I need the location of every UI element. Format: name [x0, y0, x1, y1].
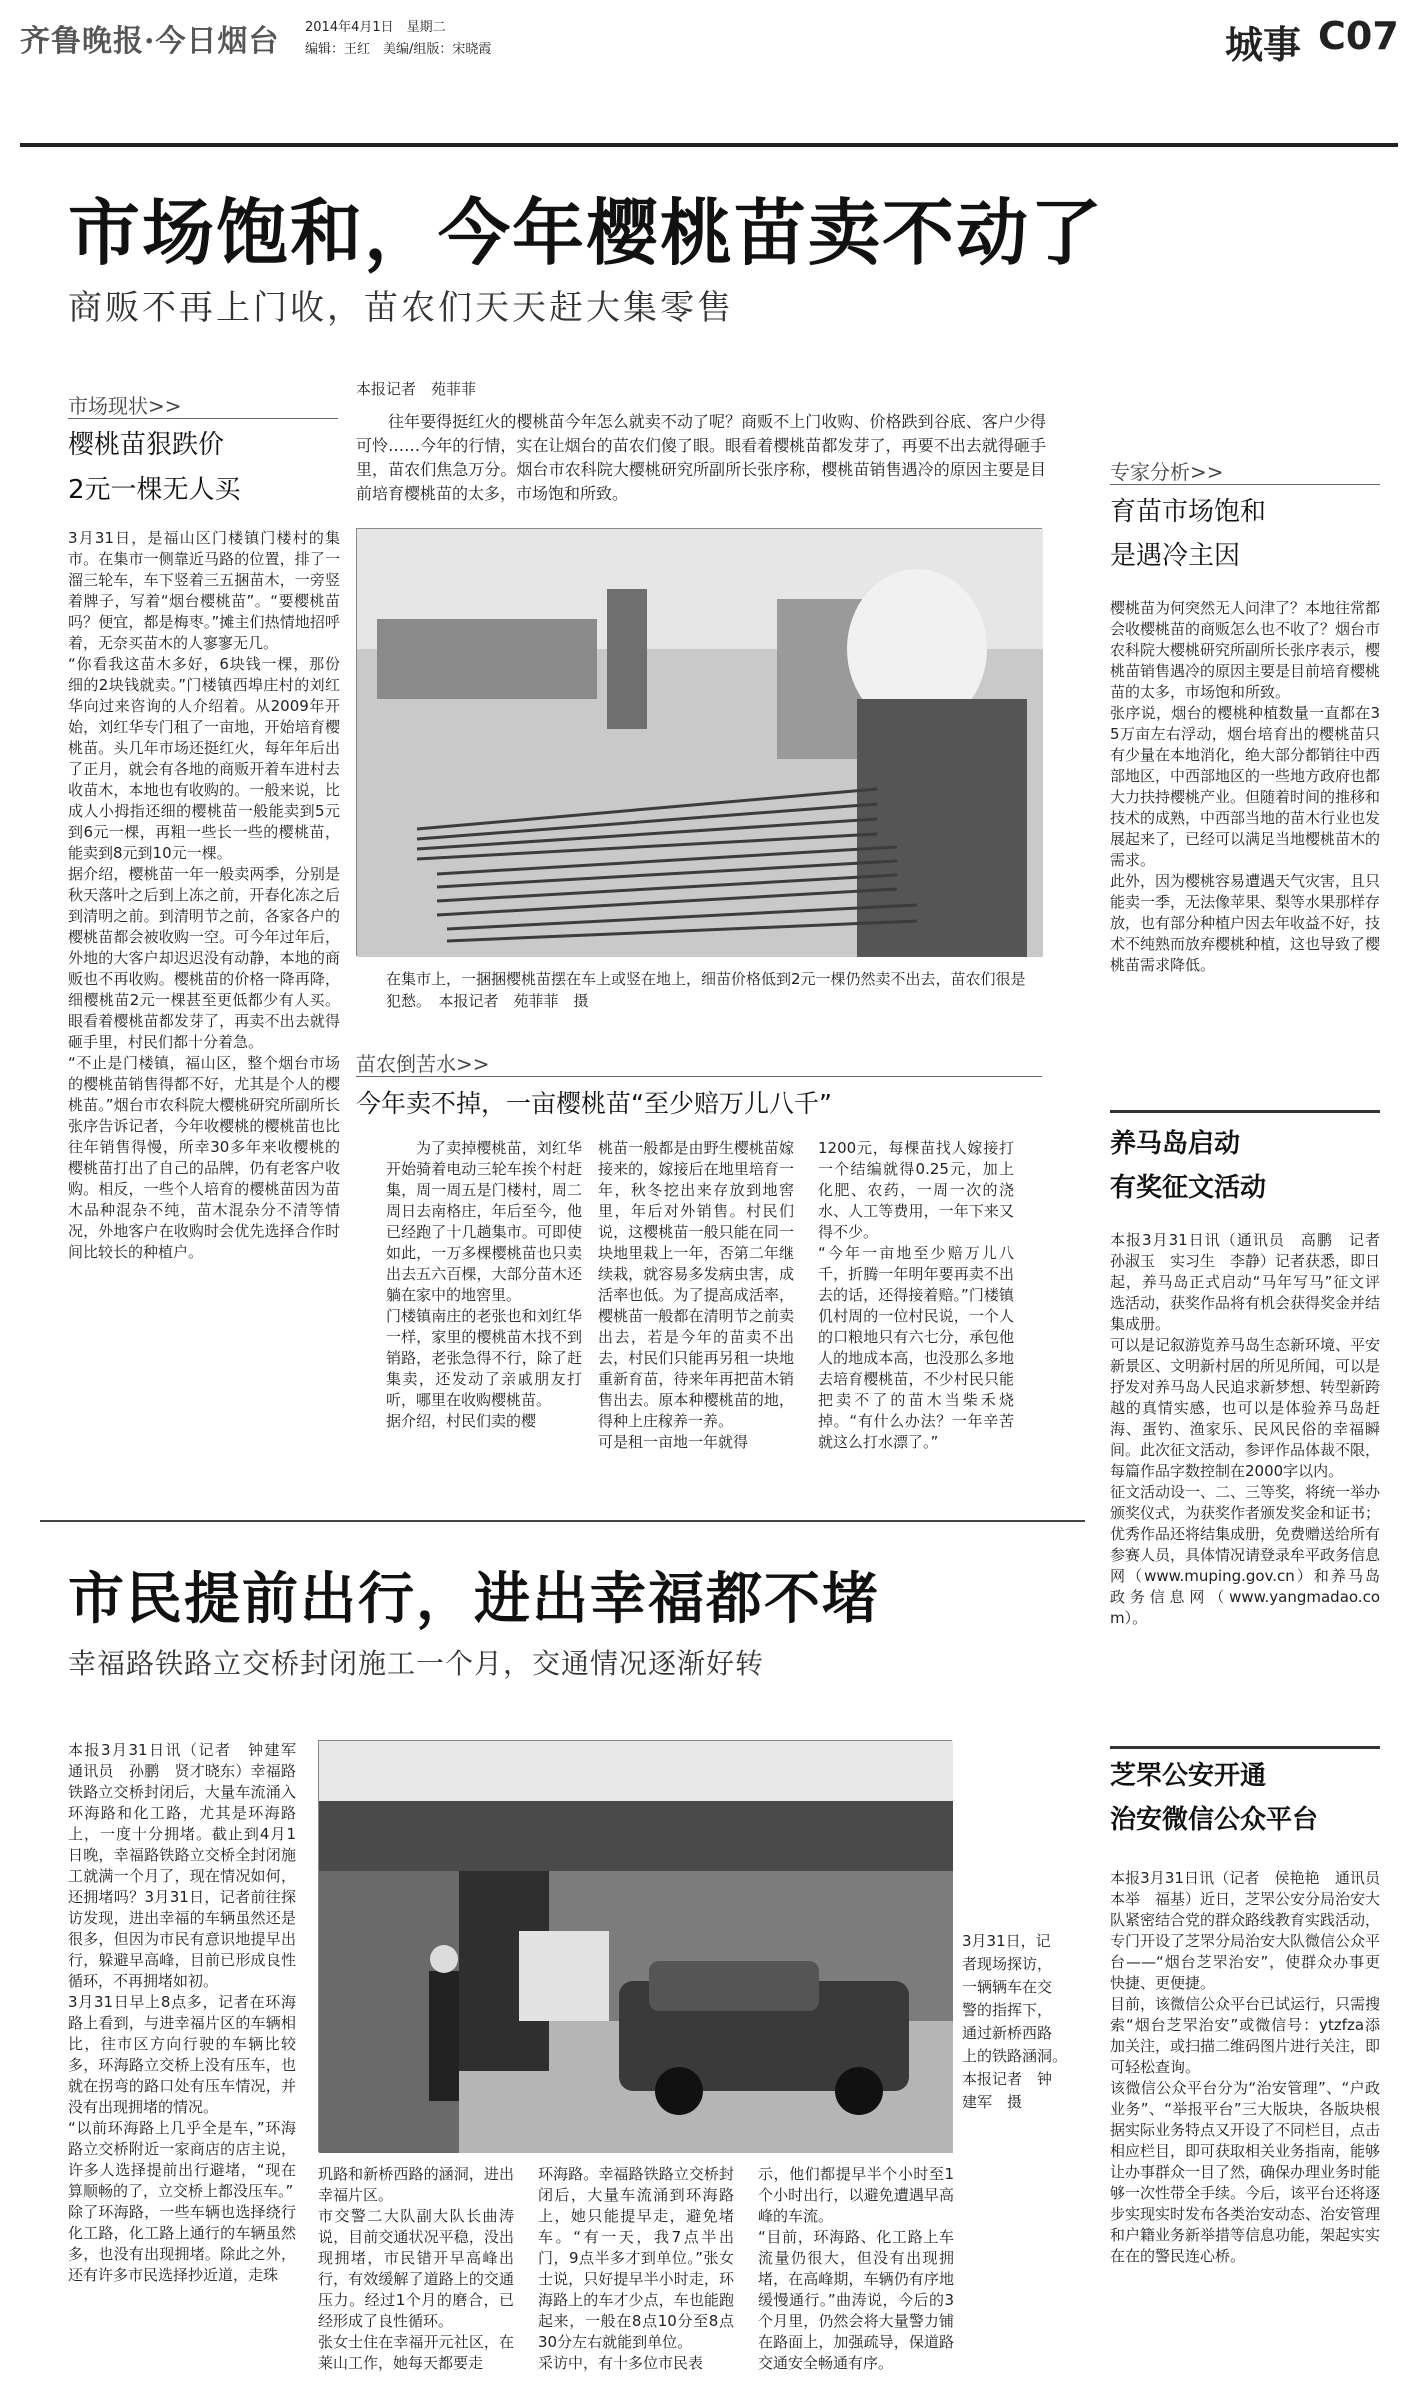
story1-byline: 本报记者 苑菲菲: [356, 380, 477, 398]
farmers-col2: 桃苗一般都是由野生樱桃苗嫁接来的，嫁接后在地里培育一年，秋冬挖出来存放到地窖里，年后对外销售。村民们说，这樱桃苗一般只能在同一块地里栽上一年，否第二年继续栽，就容易多发病虫害，成活率也低。为了提高成活率，樱桃苗一般都在清明节之前卖出去，若是今年的苗卖不出去，村民们只能再另租一块地重新育苗，待来年再把苗木销售出去。原本种樱桃苗的地，得种上庄稼养一养。 可是租一亩地一年就得: [598, 1139, 794, 1451]
expert-body: 樱桃苗为何突然无人问津了？本地往常都会收樱桃苗的商贩怎么也不收了？烟台市农科院大樱桃研究所副所长张序表示，樱桃苗销售遇冷的原因主要是目前培育樱桃苗的太多，市场饱和所致。 张序说，烟台的樱桃种植数量一直都在35万亩左右浮动，烟台培育出的樱桃苗只有少量在本地消化，绝大部分都销往中西部地区，中西部地区的一些地方政府也都大力扶持樱桃产业。但随着时间的推移和技术的成熟，中西部当地的苗木行业也发展起来了，已经可以满足当地樱桃苗木的需求。 此外，因为樱桃容易遭遇天气灾害，且只能卖一季，无法像苹果、梨等水果那样存放，也有部分种植户因去年收益不好，技术不纯熟而放弃樱桃种植，这也导致了樱桃苗需求降低。: [1110, 599, 1381, 974]
sidebar2-title-line1: 芝罘公安开通: [1110, 1761, 1267, 1791]
sidebar2-title-line2: 治安微信公众平台: [1110, 1805, 1319, 1835]
story2-top-rule: [40, 1520, 1085, 1522]
page-number: C07: [1318, 14, 1399, 58]
story2-headline: 市民提前出行，进出幸福都不堵: [68, 1567, 880, 1632]
story2-col2: 玑路和新桥西路的涵洞，进出幸福片区。 市交警二大队副大队长曲涛说，目前交通状况平稳，没出现拥堵，市民错开早高峰出行，有效缓解了道路上的交通压力。经过1个月的磨合，已经形成了良性循环。 张女士住在幸福开元社区，在莱山工作，她每天都要走: [318, 2165, 514, 2372]
farmers-title: 今年卖不掉，一亩樱桃苗“至少赔万儿八千”: [356, 1089, 832, 1118]
farmers-kicker: 苗农倒苦水>>: [356, 1052, 490, 1076]
section-name: 城事: [1225, 23, 1302, 67]
sidebar1-title-line2: 有奖征文活动: [1110, 1173, 1267, 1203]
expert-title-line2: 是遇冷主因: [1110, 541, 1241, 571]
traffic-photo-illustration: [319, 1741, 953, 2153]
traffic-photo: [318, 1740, 952, 2152]
issue-date: 2014年4月1日 星期二: [305, 20, 446, 35]
expert-kicker-rule: [1110, 484, 1380, 485]
farmers-col3: 1200元，每棵苗找人嫁接打一个结编就得0.25元，加上化肥、农药，一周一次的浇水、人工等费用，一年下来又得不少。 “今年一亩地至少赔万儿八千，折腾一年明年要再卖不出去的话，还得接着赔。”门楼镇仉村周的一位村民说，一个人的口粮地只有六七分，承包他人的地成本高，也没那么多地去培育樱桃苗，不少村民只能把卖不了的苗木当柴禾烧掉。“有什么办法？一年辛苦就这么打水漂了。”: [818, 1139, 1014, 1451]
expert-kicker: 专家分析>>: [1110, 460, 1224, 484]
cherry-seedling-photo: [356, 528, 1042, 956]
editor-credits: 编辑：王红 美编/组版：宋晓霞: [305, 42, 492, 57]
sidebar2-rule: [1110, 1746, 1380, 1749]
newspaper-brand: 齐鲁晚报·今日烟台: [20, 24, 280, 59]
story1-photo-caption: 在集市上，一捆捆樱桃苗摆在车上或竖在地上，细苗价格低到2元一棵仍然卖不出去，苗农们很是犯愁。 本报记者 苑菲菲 摄: [386, 970, 1026, 1010]
sidebar1-title-line1: 养马岛启动: [1110, 1129, 1241, 1159]
header-rule: [20, 143, 1398, 147]
masthead: [20, 14, 1400, 70]
sidebar1-body: 本报3月31日讯（通讯员 高鹏 记者 孙淑玉 实习生 李静）记者获悉，即日起，养马岛正式启动“马年写马”征文评选活动，获奖作品将有机会获得奖金并结集成册。 可以是记叙游览养马岛生态新环境、平安新景区、文明新村居的所见所闻，可以是抒发对养马岛人民追求新梦想、转型新跨越的真情实感，也可以是体验养马岛赶海、蛋钓、渔家乐、民风民俗的幸福瞬间。此次征文活动，参评作品体裁不限，每篇作品字数控制在2000字以内。 征文活动设一、二、三等奖，将统一举办颁奖仪式，为获奖作者颁发奖金和证书；优秀作品还将结集成册，免费赠送给所有参赛人员，具体情况请登录牟平政务信息网（www.muping.gov.cn）和养马岛政务信息网（www.yangmadao.com）。: [1110, 1231, 1381, 1627]
story1-headline: 市场饱和，今年樱桃苗卖不动了: [68, 191, 1105, 275]
farmers-col1: 为了卖掉樱桃苗，刘红华开始骑着电动三轮车挨个村赶集，周一周五是门楼村，周二周日去南格庄，年后至今，他已经跑了十几趟集市。可即使如此，一万多棵樱桃苗也只卖出去五六百棵，大部分苗木还躺在家中的地窖里。 门楼镇南庄的老张也和刘红华一样，家里的樱桃苗木找不到销路，老张急得不行，除了赶集卖，还发动了亲戚朋友打听，哪里在收购樱桃苗。 据介绍，村民们卖的樱: [386, 1139, 582, 1430]
market-kicker-rule: [68, 418, 338, 419]
market-title-line2: 2元一棵无人买: [68, 475, 241, 505]
market-title-line1: 樱桃苗狠跌价: [68, 430, 225, 460]
story2-col4: 示，他们都提早半个小时至1个小时出行，以避免遭遇早高峰的车流。 “目前，环海路、化工路上车流量仍很大，但没有出现拥堵，在高峰期，车辆仍有序地缓慢通行。”曲涛说，今后的3个月里，仍然会将大量警力铺在路面上，加强疏导，保道路交通安全畅通有序。: [758, 2165, 954, 2372]
story2-col3: 环海路。幸福路铁路立交桥封闭后，大量车流涌到环海路上，她只能提早走，避免堵车。“有一天，我7点半出门，9点半多才到单位。”张女士说，只好提早半小时走，环海路上的车才少点，车也能跑起来，一般在8点10分至8点30分左右就能到单位。 采访中，有十多位市民表: [538, 2165, 734, 2372]
sidebar1-rule: [1110, 1110, 1380, 1113]
sidebar2-body: 本报3月31日讯（记者 侯艳艳 通讯员 本举 福基）近日，芝罘公安分局治安大队紧密结合党的群众路线教育实践活动，专门开设了芝罘分局治安大队微信公众平台——“烟台芝罘治安”，使群众办事更快捷、更便捷。 目前，该微信公众平台已试运行，只需搜索“烟台芝罘治安”或微信号：ytzfza添加关注，或扫描二维码图片进行关注，即可轻松查询。 该微信公众平台分为“治安管理”、“户政业务”、“举报平台”三大版块，各版块根据实际业务特点又开设了不同栏目，点击相应栏目，即可获取相关业务指南，能够让办事群众一目了然，确保办理业务时能够一次性带全手续。今后，该平台还将逐步实现实时发布各类治安动态、治安管理和户籍业务新举措等信息功能，架起实实在在的警民连心桥。: [1110, 1869, 1381, 2265]
story2-col1: 本报3月31日讯（记者 钟建军 通讯员 孙鹏 贤才晓东）幸福路铁路立交桥封闭后，大量车流涌入环海路和化工路，尤其是环海路上，一度十分拥堵。截止到4月1日晚，幸福路铁路立交桥全封闭施工就满一个月了，现在情况如何，还拥堵吗？3月31日，记者前往探访发现，进出幸福的车辆虽然还是很多，但因为市民有意识地提早出行，躲避早高峰，目前已形成良性循环，不再拥堵如初。 3月31日早上8点多，记者在环海路上看到，与进幸福片区的车辆相比，往市区方向行驶的车辆比较多，环海路立交桥上没有压车，也就在拐弯的路口处有压车情况，并没有出现拥堵的情况。 “以前环海路上几乎全是车，”环海路立交桥附近一家商店的店主说，许多人选择提前出行避堵，“现在算顺畅的了，立交桥上都没压车。” 除了环海路，一些车辆也选择绕行化工路，化工路上通行的车辆虽然多，也没有出现拥堵。除此之外，还有许多市民选择抄近道，走珠: [68, 1741, 296, 2284]
farmers-kicker-rule: [356, 1076, 1042, 1077]
market-body: 3月31日，是福山区门楼镇门楼村的集市。在集市一侧靠近马路的位置，排了一溜三轮车，车下竖着三五捆苗木，一旁竖着牌子，写着“烟台樱桃苗”。“要樱桃苗吗？便宜，都是梅枣。”摊主们热情地招呼着，无奈买苗木的人寥寥无几。 “你看我这苗木多好，6块钱一棵，那份细的2块钱就卖。”门楼镇西埠庄村的刘红华向过来咨询的人介绍着。从2009年开始，刘红华专门租了一亩地，开始培育樱桃苗。头几年市场还挺红火，每年年后出了正月，就会有各地的商贩开着车进村去收苗木，本地也有收购的。一般来说，比成人小拇指还细的樱桃苗一般能卖到5元到6元一棵，再粗一些长一些的樱桃苗，能卖到8元到10元一棵。 据介绍，樱桃苗一年一般卖两季，分别是秋天落叶之后到上冻之前，开春化冻之后到清明之前。到清明节之前，各家各户的樱桃苗都会被收购一空。可今年过年后，外地的大客户却迟迟没有动静，本地的商贩也不再收购。樱桃苗的价格一降再降，细樱桃苗2元一棵甚至更低都少有人买。眼看着樱桃苗都发芽了，再卖不出去就得砸手里，村民们都十分着急。 “不止是门楼镇，福山区，整个烟台市场的樱桃苗销售得都不好，尤其是个人的樱桃苗。”烟台市农科院大樱桃研究所副所长张序告诉记者，今年收樱桃的樱桃苗也比往年销售得慢，所幸30多年来收樱桃的樱桃苗打出了自己的品牌，仍有老客户收购。相反，一些个人培育的樱桃苗因为苗木品种混杂不纯，苗木混杂分不清等情况，外地客户在收购时会优先选择合作时间比较长的种植户。: [68, 529, 340, 1261]
story1-subheadline: 商贩不再上门收，苗农们天天赶大集零售: [68, 288, 734, 328]
story1-lead: 往年要得挺红火的樱桃苗今年怎么就卖不动了呢？商贩不上门收购、价格跌到谷底、客户少得可怜……今年的行情，实在让烟台的苗农们傻了眼。眼看着樱桃苗都发芽了，再要不出去就得砸手里，苗农们焦急万分。烟台市农科院大樱桃研究所副所长张序称，樱桃苗销售遇冷的原因主要是目前培育樱桃苗的太多，市场饱和所致。: [356, 412, 1046, 503]
story2-subheadline: 幸福路铁路立交桥封闭施工一个月，交通情况逐渐好转: [68, 1647, 765, 1680]
market-kicker: 市场现状>>: [68, 394, 182, 418]
expert-title-line1: 育苗市场饱和: [1110, 497, 1267, 527]
cherry-seedling-photo-illustration: [357, 529, 1043, 957]
story2-photo-caption: 3月31日，记者现场探访，一辆辆车在交警的指挥下，通过新桥西路上的铁路涵洞。 本报记者 钟建军 摄: [962, 1932, 1075, 2111]
